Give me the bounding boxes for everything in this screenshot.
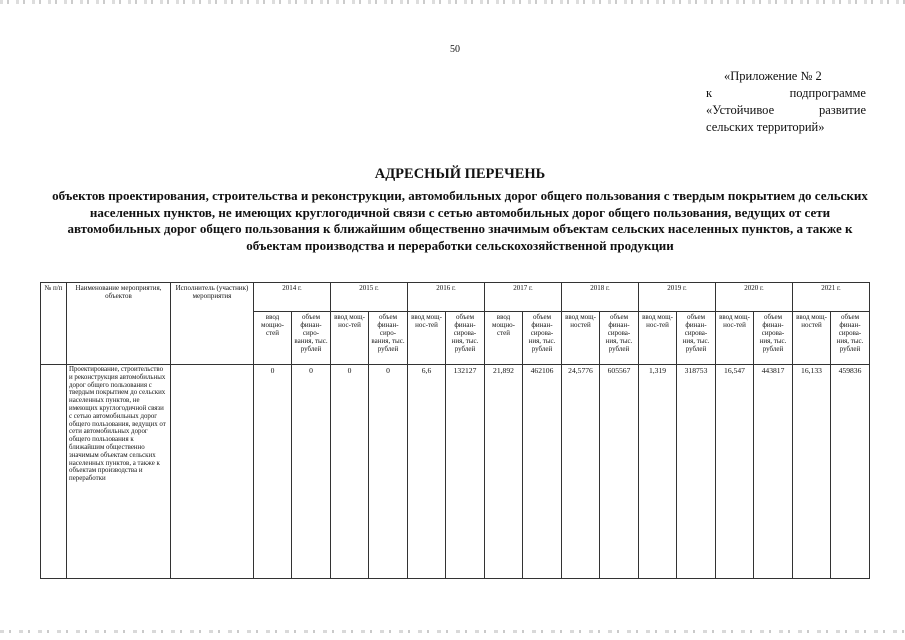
annex-line-3-left: «Устойчивое bbox=[706, 103, 775, 117]
header-year-2020: 2020 г. bbox=[716, 283, 793, 312]
header-funding-2014: объем финан-сиро-вания, тыс. рублей bbox=[292, 312, 331, 365]
scan-edge-top bbox=[0, 0, 905, 4]
header-capacity-2017: ввод мощно-стей bbox=[485, 312, 523, 365]
header-funding-2019: объем финан-сирова-ния, тыс. рублей bbox=[677, 312, 716, 365]
annex-line-3 bbox=[706, 102, 866, 119]
header-capacity-2020: ввод мощ-нос-тей bbox=[716, 312, 754, 365]
header-capacity-2016: ввод мощ-нос-тей bbox=[408, 312, 446, 365]
cell-capacity-2017: 21,892 bbox=[485, 365, 523, 579]
header-year-2019: 2019 г. bbox=[639, 283, 716, 312]
cell-capacity-2014: 0 bbox=[254, 365, 292, 579]
page-number: 50 bbox=[450, 44, 460, 55]
header-year-2016: 2016 г. bbox=[408, 283, 485, 312]
cell-funding-2020: 443817 bbox=[754, 365, 793, 579]
cell-executor bbox=[171, 365, 254, 579]
annex-block bbox=[706, 68, 866, 136]
header-funding-2020: объем финан-сирова-ния, тыс. рублей bbox=[754, 312, 793, 365]
cell-capacity-2015: 0 bbox=[331, 365, 369, 579]
header-funding-2015: объем финан-сиро-вания, тыс. рублей bbox=[369, 312, 408, 365]
cell-funding-2018: 605567 bbox=[600, 365, 639, 579]
address-list-table bbox=[40, 282, 870, 579]
cell-funding-2016: 132127 bbox=[446, 365, 485, 579]
annex-line-3-right: развитие bbox=[818, 103, 866, 117]
cell-funding-2015: 0 bbox=[369, 365, 408, 579]
scan-edge-bottom bbox=[0, 630, 905, 633]
header-year-2014: 2014 г. bbox=[254, 283, 331, 312]
cell-funding-2019: 318753 bbox=[677, 365, 716, 579]
header-capacity-2015: ввод мощ-нос-тей bbox=[331, 312, 369, 365]
cell-capacity-2020: 16,547 bbox=[716, 365, 754, 579]
annex-line-4: сельских территорий» bbox=[706, 120, 825, 134]
header-year-2018: 2018 г. bbox=[562, 283, 639, 312]
cell-capacity-2018: 24,5776 bbox=[562, 365, 600, 579]
header-funding-2018: объем финан-сирова-ния, тыс. рублей bbox=[600, 312, 639, 365]
header-capacity-2019: ввод мощ-нос-тей bbox=[639, 312, 677, 365]
annex-line-2-right: подпрограмме bbox=[789, 86, 866, 100]
annex-line-1: «Приложение № 2 bbox=[724, 69, 822, 83]
document-subtitle: объектов проектирования, строительства и реконструкции, автомобильных дорог общего пользования с твердым покрытием до сельских населенных пунктов, не имеющих круглогодичной связи с сетью автомобильных дорог общего пользования, ведущих от сети автомобильных дорог общего пользования к ближайшим общественно значимым объектам сельских населенных пунктов, а также к объектам производства и переработки сельскохозяйственной продукции bbox=[52, 188, 868, 253]
document-title: АДРЕСНЫЙ ПЕРЕЧЕНЬ bbox=[374, 166, 546, 182]
header-funding-2016: объем финан-сирова-ния, тыс. рублей bbox=[446, 312, 485, 365]
header-year-2015: 2015 г. bbox=[331, 283, 408, 312]
header-year-2017: 2017 г. bbox=[485, 283, 562, 312]
cell-funding-2017: 462106 bbox=[523, 365, 562, 579]
header-capacity-2021: ввод мощ-ностей bbox=[793, 312, 831, 365]
header-funding-2021: объем финан-сирова-ния, тыс. рублей bbox=[831, 312, 870, 365]
cell-no bbox=[41, 365, 67, 579]
table-row bbox=[41, 365, 870, 579]
cell-funding-2014: 0 bbox=[292, 365, 331, 579]
cell-capacity-2019: 1,319 bbox=[639, 365, 677, 579]
header-executor: Исполнитель (участник) мероприятия bbox=[171, 283, 254, 365]
header-funding-2017: объем финан-сирова-ния, тыс. рублей bbox=[523, 312, 562, 365]
cell-funding-2021: 459836 bbox=[831, 365, 870, 579]
header-name: Наименование мероприятия, объектов bbox=[67, 283, 171, 365]
header-capacity-2014: ввод мощно-стей bbox=[254, 312, 292, 365]
header-year-2021: 2021 г. bbox=[793, 283, 870, 312]
header-capacity-2018: ввод мощ-ностей bbox=[562, 312, 600, 365]
header-row-years bbox=[41, 283, 870, 312]
annex-line-2 bbox=[706, 85, 866, 102]
cell-capacity-2021: 16,133 bbox=[793, 365, 831, 579]
header-no: № п/п bbox=[41, 283, 67, 365]
cell-name: Проектирование, строительство и реконструкция автомобильных дорог общего пользования с твердым покрытием до сельских населенных пунктов, не имеющих круглогодичной связи с сетью автомобильных дорог общего пользования, ведущих от сети автомобильных дорог общего пользования к ближайшим общественно значимым объектам сельских населенных пунктов, а также к объектам производства и переработки bbox=[67, 365, 171, 579]
cell-capacity-2016: 6,6 bbox=[408, 365, 446, 579]
annex-line-2-left: к bbox=[706, 86, 713, 100]
